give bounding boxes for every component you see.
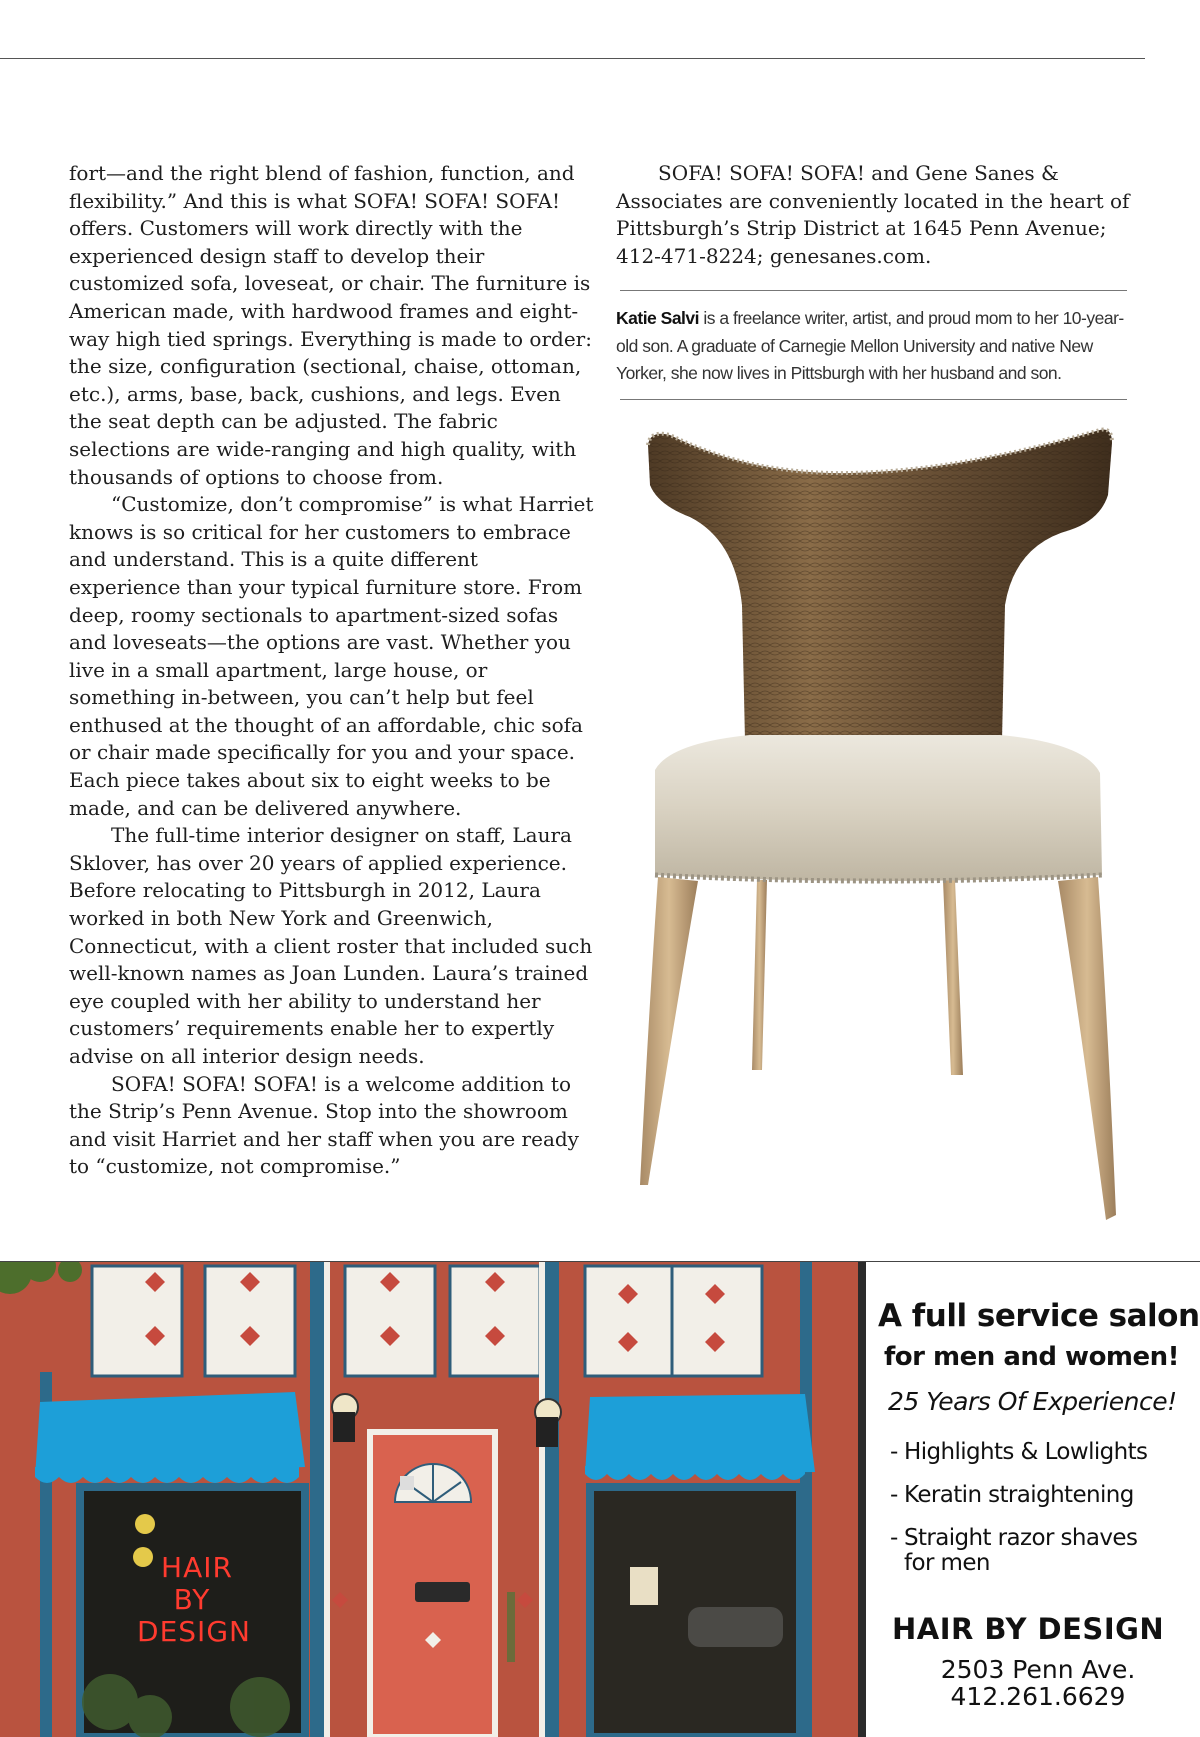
service-text: Straight razor shaves [904, 1525, 1138, 1551]
ad-experience: 25 Years Of Experience! [888, 1387, 1177, 1416]
ad-phone: 412.261.6629 [950, 1682, 1126, 1711]
ad-subheadline: for men and women! [884, 1342, 1180, 1372]
ad-divider [858, 1262, 866, 1737]
service-dash: - [890, 1482, 898, 1508]
top-rule [0, 58, 1145, 59]
salon-advertisement [0, 1262, 1200, 1737]
service-text: Highlights & Lowlights [904, 1439, 1148, 1465]
author-bio [616, 305, 1136, 388]
ad-brand-name: HAIR BY DESIGN [892, 1612, 1165, 1646]
service-item [890, 1483, 1190, 1508]
bio-top-rule [620, 290, 1127, 291]
ad-text-panel [866, 1262, 1200, 1737]
neon-sign-line-2: BY [173, 1583, 211, 1616]
bio-bottom-rule [620, 399, 1127, 400]
article-paragraph: The full-time interior designer on staff, Laura Sklover, has over 20 years of applied experience. Before relocating to Pittsburgh in 2012, Laura worked in both New York and Greenwich, Connecticut, with a client roster that included such well-known names as Joan Lunden. Laura’s trained eye coupled with her ability to understand her customers’ requirements enable her to expertly advise on all interior design needs. [69, 823, 593, 1068]
article-paragraph: fort—and the right blend of fashion, function, and flexibility.” And this is what SOFA! SOFA! SOFA! offers. Customers will work directly with the experienced design staff to develop their customized sofa, loveseat, or chair. The furniture is American made, with hardwood frames and eight-way high tied springs. Everything is made to order: the size, configuration (sectional, chaise, ottoman, etc.), arms, base, back, cushions, and legs. Even the seat depth can be adjusted. The fabric selections are wide-ranging and high quality, with thousands of options to choose from. [69, 161, 592, 489]
article-right-column [616, 160, 1136, 270]
service-dash: - [890, 1439, 898, 1465]
ad-contact [866, 1656, 1200, 1710]
neon-sign-line-1: HAIR [161, 1551, 233, 1584]
article-left-column [69, 160, 594, 1181]
service-dash: - [890, 1525, 898, 1551]
storefront-photo [0, 1262, 858, 1737]
article-paragraph: “Customize, don’t compromise” is what Harriet knows is so critical for her customers to embrace and understand. This is a quite different experience than your typical furniture store. From deep, roomy sectionals to apartment-sized sofas and loveseats—the options are vast. Whether you live in a small apartment, large house, or something in-between, you can’t help but feel enthused at the thought of an affordable, chic sofa or chair made specifically for you and your space. Each piece takes about six to eight weeks to be made, and can be delivered anywhere. [69, 492, 594, 820]
author-name: Katie Salvi [616, 308, 700, 328]
service-text: Keratin straightening [904, 1482, 1134, 1508]
ad-headline: A full service salon [878, 1298, 1200, 1334]
author-bio-text: is a freelance writer, artist, and proud mom to her 10-year-old son. A graduate of Carnegie Mellon University and native New Yorker, she now lives in Pittsburgh with her husband and son. [616, 308, 1124, 383]
service-continuation: for men [904, 1550, 990, 1576]
ad-address: 2503 Penn Ave. [940, 1655, 1136, 1684]
neon-sign-line-3: DESIGN [137, 1615, 251, 1648]
article-paragraph: SOFA! SOFA! SOFA! is a welcome addition to the Strip’s Penn Avenue. Stop into the showroom and visit Harriet and her staff when you are ready to “customize, not compromise.” [69, 1071, 579, 1179]
article-paragraph: SOFA! SOFA! SOFA! and Gene Sanes & Associates are conveniently located in the heart of Pittsburgh’s Strip District at 1645 Penn Avenue; 412-471-8224; genesanes.com. [616, 161, 1130, 268]
chair-photo [630, 425, 1150, 1225]
service-item [890, 1526, 1190, 1576]
service-item [890, 1440, 1190, 1465]
services-list [890, 1440, 1190, 1594]
